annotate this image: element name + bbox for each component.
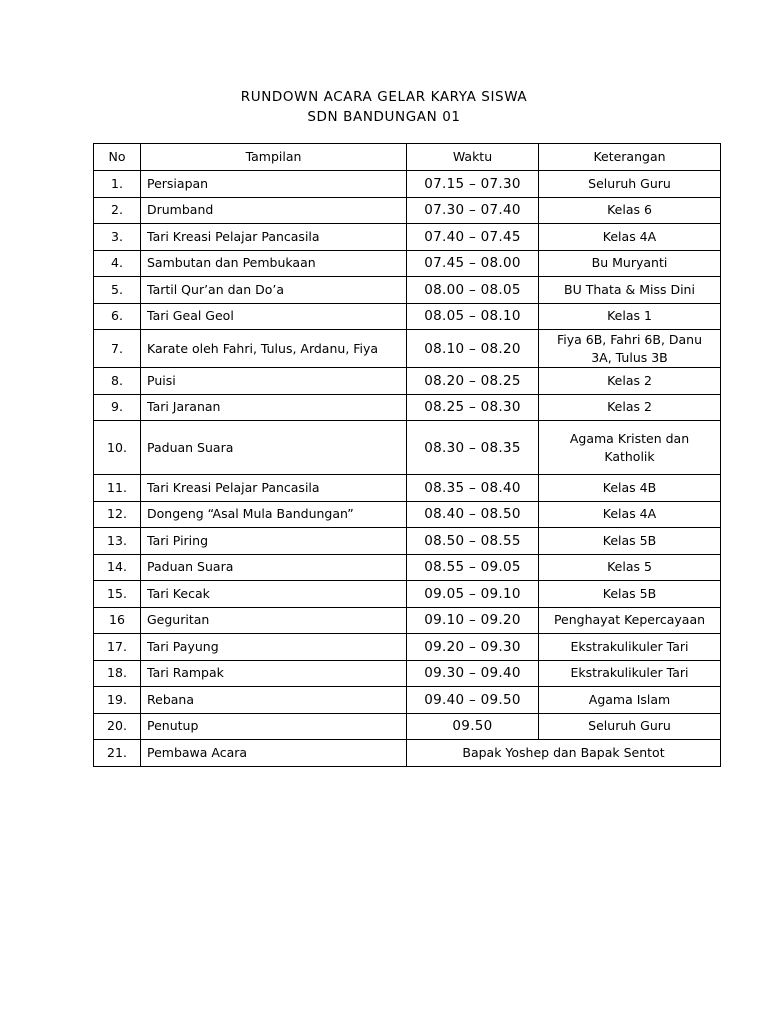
table-row [94,607,721,634]
row-tampilan: Puisi [141,368,407,395]
row-tampilan: Karate oleh Fahri, Tulus, Ardanu, Fiya [141,330,407,368]
row-keterangan: Kelas 2 [539,368,721,395]
table-row [94,554,721,581]
table-row [94,713,721,740]
row-number: 8. [94,368,141,395]
row-keterangan: Fiya 6B, Fahri 6B, Danu 3A, Tulus 3B [539,330,721,368]
row-keterangan: BU Thata & Miss Dini [539,277,721,304]
row-number: 2. [94,197,141,224]
row-tampilan: Tari Payung [141,634,407,661]
row-keterangan: Kelas 1 [539,303,721,330]
row-number: 14. [94,554,141,581]
row-number: 21. [94,740,141,767]
table-row [94,475,721,502]
row-number: 9. [94,394,141,421]
table-row [94,330,721,368]
table-row [94,528,721,555]
row-waktu: 09.40 – 09.50 [407,687,539,714]
row-waktu: 09.30 – 09.40 [407,660,539,687]
table-row [94,740,721,767]
row-keterangan: Agama Islam [539,687,721,714]
row-waktu: 08.50 – 08.55 [407,528,539,555]
row-tampilan: Rebana [141,687,407,714]
row-keterangan: Bu Muryanti [539,250,721,277]
row-keterangan: Kelas 4A [539,501,721,528]
row-number: 17. [94,634,141,661]
row-tampilan: Tari Kreasi Pelajar Pancasila [141,224,407,251]
row-waktu: 08.25 – 08.30 [407,394,539,421]
row-waktu-keterangan-merged: Bapak Yoshep dan Bapak Sentot [407,740,721,767]
row-number: 3. [94,224,141,251]
row-waktu: 08.40 – 08.50 [407,501,539,528]
row-tampilan: Drumband [141,197,407,224]
table-row [94,394,721,421]
row-keterangan: Kelas 5 [539,554,721,581]
row-waktu: 08.00 – 08.05 [407,277,539,304]
row-tampilan: Tari Rampak [141,660,407,687]
row-waktu: 07.15 – 07.30 [407,171,539,198]
table-row [94,368,721,395]
row-number: 4. [94,250,141,277]
table-row [94,277,721,304]
row-number: 5. [94,277,141,304]
row-number: 12. [94,501,141,528]
row-tampilan: Sambutan dan Pembukaan [141,250,407,277]
table-row [94,581,721,608]
table-row [94,197,721,224]
row-number: 13. [94,528,141,555]
table-row [94,501,721,528]
table-row [94,660,721,687]
table-row [94,687,721,714]
row-number: 7. [94,330,141,368]
row-tampilan: Tari Piring [141,528,407,555]
row-tampilan: Geguritan [141,607,407,634]
row-number: 10. [94,421,141,475]
row-tampilan: Tari Kreasi Pelajar Pancasila [141,475,407,502]
row-number: 11. [94,475,141,502]
table-row [94,171,721,198]
table-row [94,634,721,661]
row-keterangan: Kelas 2 [539,394,721,421]
row-keterangan: Kelas 4A [539,224,721,251]
row-waktu: 07.40 – 07.45 [407,224,539,251]
table-row [94,224,721,251]
row-waktu: 08.35 – 08.40 [407,475,539,502]
table-row [94,421,721,475]
row-keterangan: Ekstrakulikuler Tari [539,660,721,687]
row-tampilan: Pembawa Acara [141,740,407,767]
row-tampilan: Tari Geal Geol [141,303,407,330]
row-tampilan: Paduan Suara [141,421,407,475]
row-number: 20. [94,713,141,740]
row-number: 16 [94,607,141,634]
row-tampilan: Tari Jaranan [141,394,407,421]
document-subtitle: SDN BANDUNGAN 01 [307,109,461,125]
table-header-row [94,144,721,171]
row-keterangan: Ekstrakulikuler Tari [539,634,721,661]
row-tampilan: Persiapan [141,171,407,198]
row-tampilan: Paduan Suara [141,554,407,581]
row-number: 19. [94,687,141,714]
row-waktu: 08.30 – 08.35 [407,421,539,475]
row-tampilan: Dongeng “Asal Mula Bandungan” [141,501,407,528]
row-waktu: 09.05 – 09.10 [407,581,539,608]
row-number: 6. [94,303,141,330]
column-header-tampilan: Tampilan [141,144,407,171]
row-number: 15. [94,581,141,608]
table-row [94,250,721,277]
row-number: 18. [94,660,141,687]
table-row [94,303,721,330]
row-keterangan: Kelas 6 [539,197,721,224]
row-keterangan: Kelas 5B [539,581,721,608]
row-waktu: 09.20 – 09.30 [407,634,539,661]
row-waktu: 08.05 – 08.10 [407,303,539,330]
column-header-waktu: Waktu [407,144,539,171]
row-waktu: 09.10 – 09.20 [407,607,539,634]
row-tampilan: Penutup [141,713,407,740]
column-header-no: No [94,144,141,171]
row-waktu: 08.55 – 09.05 [407,554,539,581]
row-tampilan: Tari Kecak [141,581,407,608]
row-keterangan: Penghayat Kepercayaan [539,607,721,634]
row-keterangan: Seluruh Guru [539,713,721,740]
row-keterangan: Agama Kristen dan Katholik [539,421,721,475]
column-header-keterangan: Keterangan [539,144,721,171]
row-waktu: 08.10 – 08.20 [407,330,539,368]
row-waktu: 07.30 – 07.40 [407,197,539,224]
row-waktu: 07.45 – 08.00 [407,250,539,277]
row-number: 1. [94,171,141,198]
row-tampilan: Tartil Qur’an dan Do’a [141,277,407,304]
row-keterangan: Kelas 5B [539,528,721,555]
rundown-table [93,143,721,767]
row-keterangan: Kelas 4B [539,475,721,502]
row-waktu: 08.20 – 08.25 [407,368,539,395]
document-title: RUNDOWN ACARA GELAR KARYA SISWA [240,89,528,105]
row-waktu: 09.50 [407,713,539,740]
row-keterangan: Seluruh Guru [539,171,721,198]
